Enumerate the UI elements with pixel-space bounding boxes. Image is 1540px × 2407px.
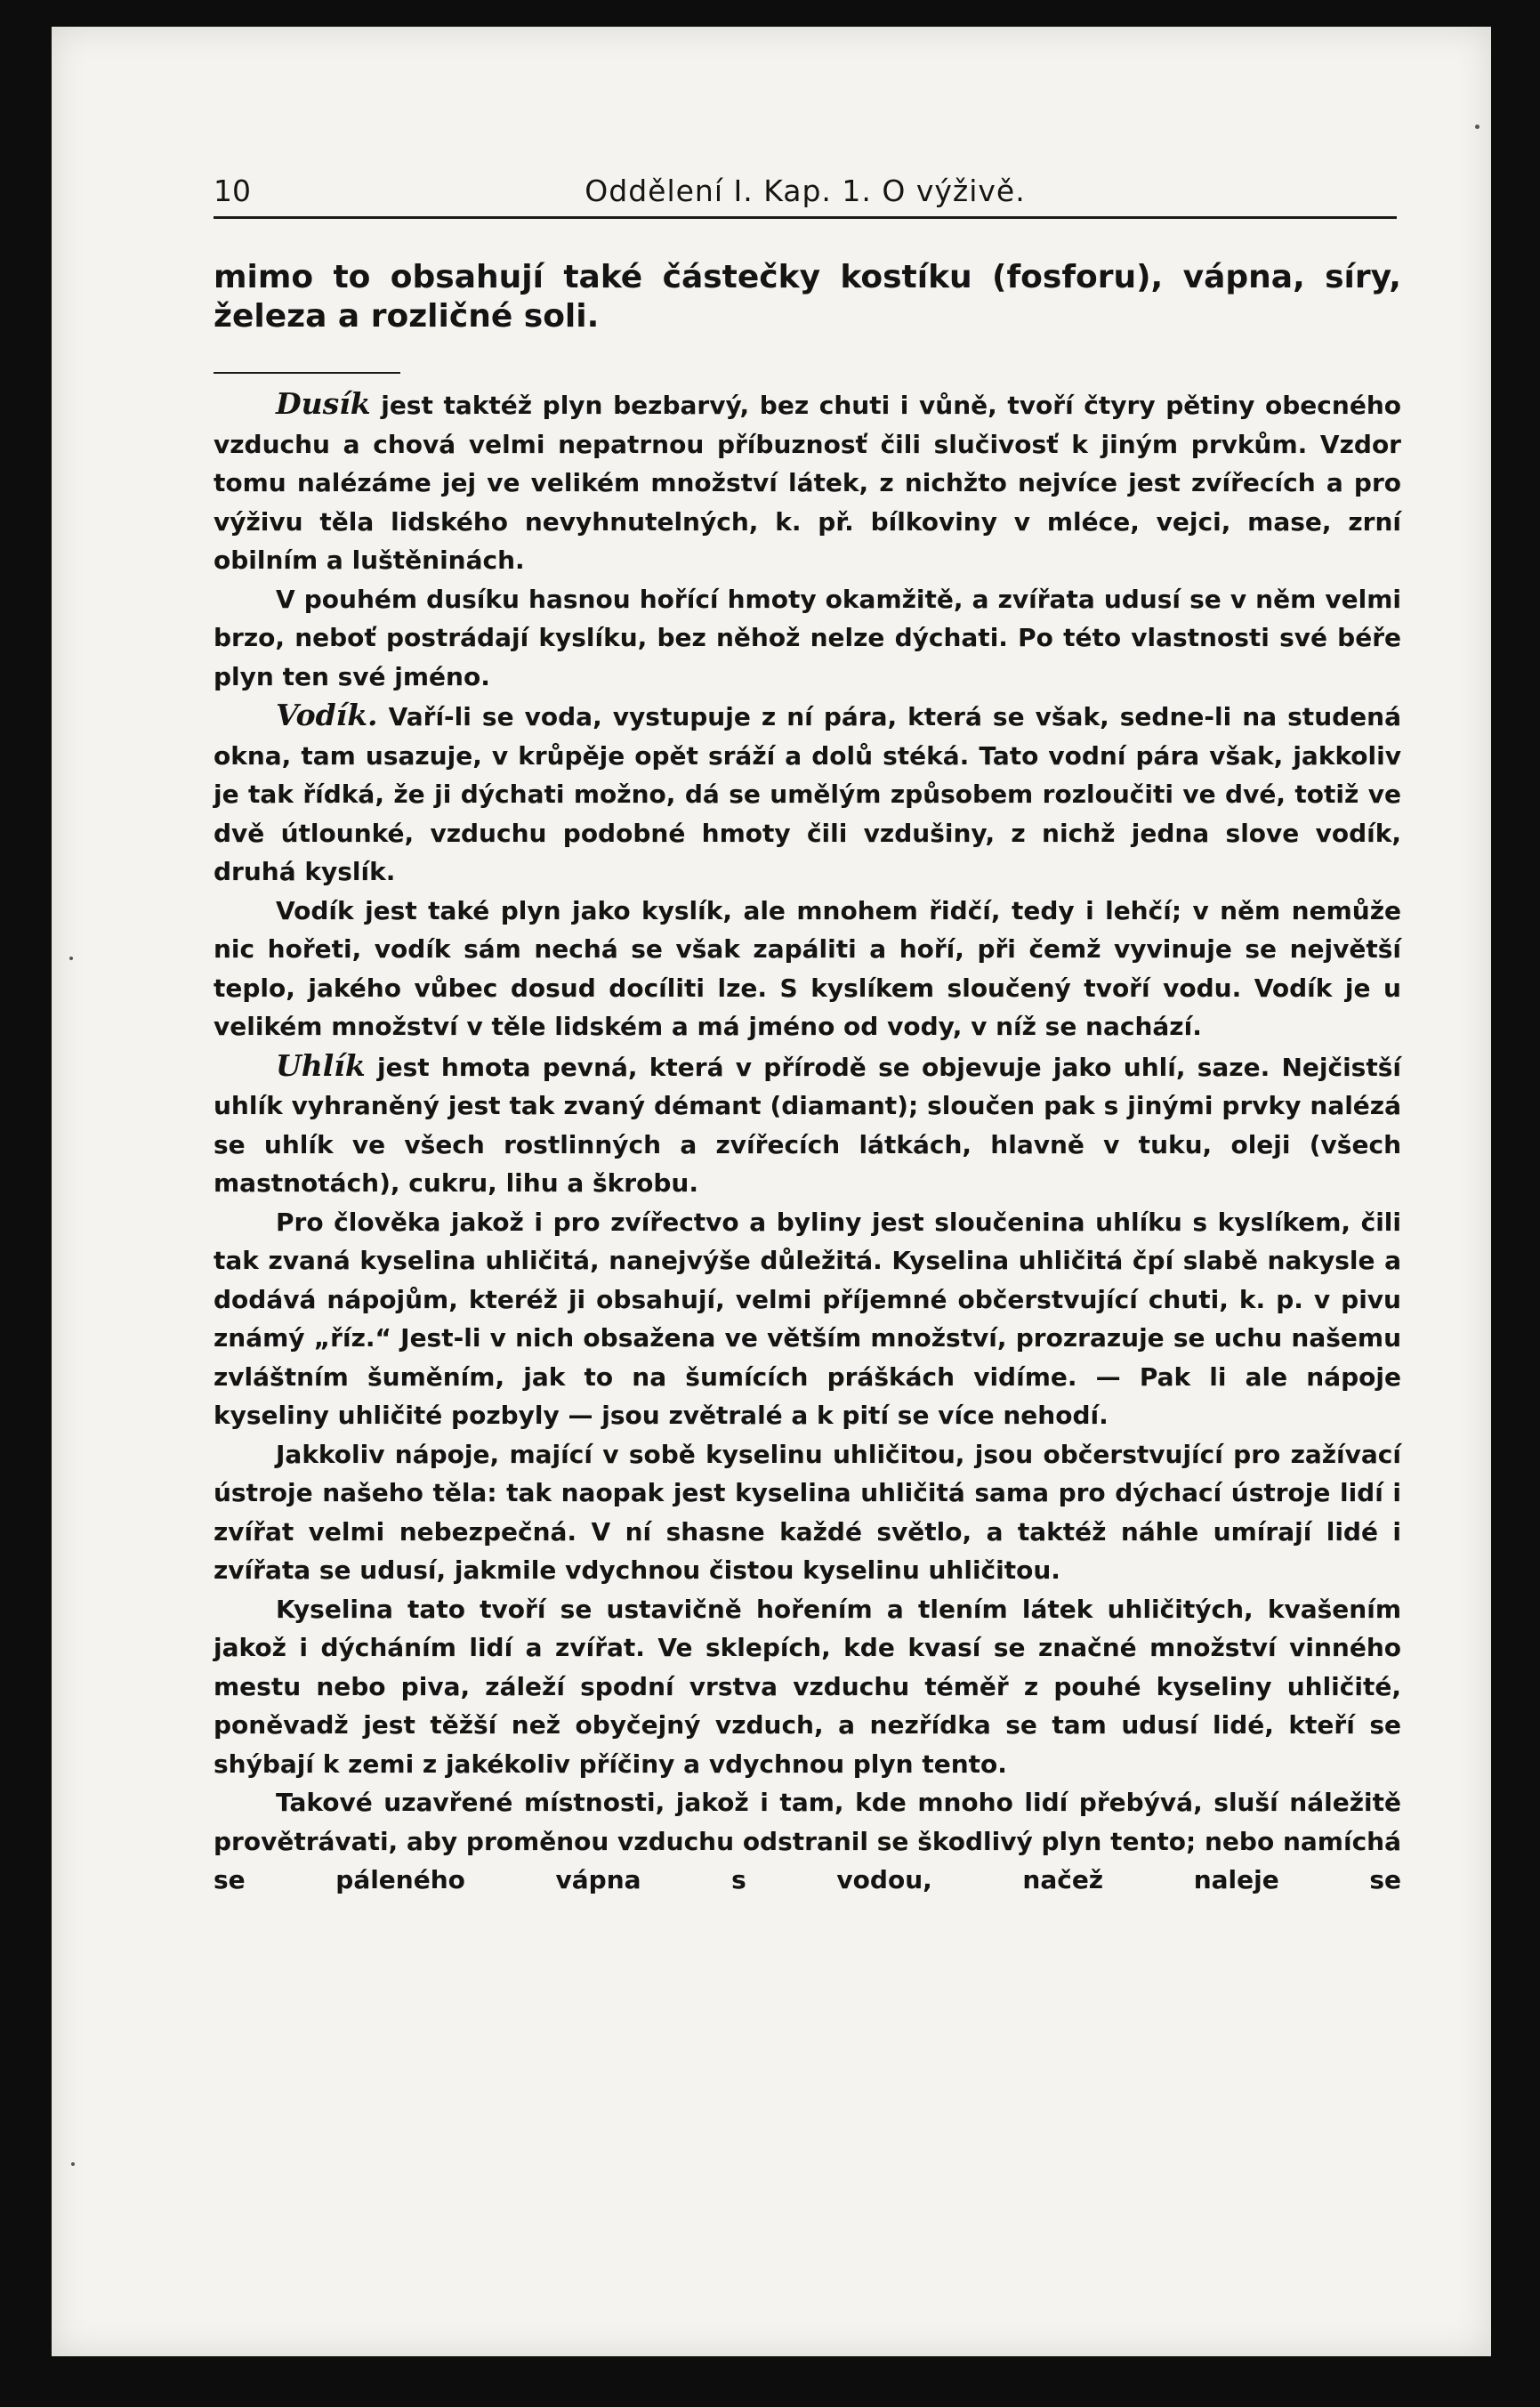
term-uhlik: Uhlík: [276, 1047, 366, 1083]
paper-speck: [71, 2162, 75, 2166]
paragraph-vodik: [214, 696, 1401, 892]
paper-speck: [69, 957, 73, 960]
body-text: [214, 258, 1401, 1900]
paragraph-kyselina: Pro člověka jakož i pro zvířectvo a byliny jest sloučenina uhlíku s kyslíkem, čili tak zvaná kyselina uhličitá, nanejvýše důležitá. Kyselina uhličitá čpí slabě nakysle a dodává nápojům, kteréž ji obsahují, velmi příjemné občerstvující chuti, k. p. v pivu známý „říz.“ Jest-li v nich obsažena ve větším množství, prozrazuje se uchu našemu zvláštním šuměním, jak to na šumících práškách vidíme. — Pak li ale nápoje kyseliny uhličité pozbyly — jsou zvětralé a k pití se více nehodí.: [214, 1207, 1401, 1430]
paragraph-vodik-2: Vodík jest také plyn jako kyslík, ale mnohem řidčí, tedy i lehčí; v něm nemůže nic hořeti, vodík sám nechá se však zapáliti a hoří, při čemž vyvinuje se největší teplo, jakého vůbec dosud docíliti lze. S kyslíkem sloučený tvoří vodu. Vodík je u velikém množství v těle lidském a má jméno od vody, v níž se nachází.: [214, 895, 1401, 1041]
running-header: [214, 174, 1397, 219]
page-number: 10: [214, 174, 251, 208]
running-title: Oddělení I. Kap. 1. O výživě.: [585, 174, 1026, 208]
paragraph-vznik-kyseliny: Kyselina tato tvoří se ustavičně hořením a tlením látek uhličitých, kvašením jakož i dýcháním lidí a zvířat. Ve sklepích, kde kvasí se značné množství vinného mestu nebo piva, záleží spodní vrstva vzduchu téměř z pouhé kyseliny uhličité, poněvadž jest těžší než obyčejný vzduch, a nezřídka se tam udusí lidé, kteří se shýbají k zemi z jakékoliv příčiny a vdychnou plyn tento.: [214, 1594, 1401, 1779]
paragraph-text: jest taktéž plyn bezbarvý, bez chuti i vůně, tvoří čtyry pětiny obecného vzduchu a chová velmi nepatrnou příbuznosť čili slučivosť k jiným prvkům. Vzdor tomu nalézáme jej ve velikém množství látek, z nichžto nejvíce jest zvířecích a pro výživu těla lidského nevyhnutelných, k. př. bílkoviny v mléce, vejci, mase, zrní obilním a luštěninách.: [214, 391, 1401, 575]
paragraph-provetravani: Takové uzavřené místnosti, jakož i tam, kde mnoho lidí přebývá, sluší náležitě provětrávati, aby proměnou vzduchu odstranil se škodlivý plyn tento; nebo namíchá se páleného vápna s vodou, načež naleje se: [214, 1788, 1401, 1894]
term-dusik: Dusík: [276, 386, 371, 421]
paragraph-napoje: Jakkoliv nápoje, mající v sobě kyselinu uhličitou, jsou občerstvující pro zažívací ústroje našeho těla: tak naopak jest kyselina uhličitá sama pro dýchací ústroje lidí i zvířat velmi nebezpečná. V ní shasne každé světlo, a taktéž náhle umírají lidé i zvířata se udusí, jakmile vdychnou čistou kyselinu uhličitou.: [214, 1439, 1401, 1585]
paragraph-text: Vaří-li se voda, vystupuje z ní pára, která se však, sedne-li na studená okna, tam usazuje, v krůpěje opět sráží a dolů stéká. Tato vodní pára však, jakkoliv je tak řídká, že ji dýchati možno, dá se umělým způsobem rozloučiti ve dvé, totiž ve dvě útlounké, vzduchu podobné hmoty čili vzdušiny, z nichž jedna slove vodík, druhá kyslík.: [214, 702, 1401, 886]
section-separator: [214, 372, 400, 374]
intro-paragraph: mimo to obsahují také částečky kostíku (fosforu), vápna, síry, železa a rozličné soli.: [214, 259, 1401, 335]
paragraph-text: jest hmota pevná, která v přírodě se objevuje jako uhlí, saze. Nejčistší uhlík vyhraněný jest tak zvaný démant (diamant); sloučen pak s jinými prvky nalézá se uhlík ve všech rostlinných a zvířecích látkách, hlavně v tuku, oleji (všech mastnotách), cukru, lihu a škrobu.: [214, 1052, 1401, 1198]
paragraph-dusik: [214, 384, 1401, 580]
paragraph-dusik-2: V pouhém dusíku hasnou hořící hmoty okamžitě, a zvířata udusí se v něm velmi brzo, neboť postrádají kyslíku, bez něhož nelze dýchati. Po této vlastnosti své béře plyn ten své jméno.: [214, 584, 1401, 691]
paper-speck: [1475, 125, 1480, 129]
paragraph-uhlik: [214, 1046, 1401, 1203]
term-vodik: Vodík.: [276, 698, 378, 732]
